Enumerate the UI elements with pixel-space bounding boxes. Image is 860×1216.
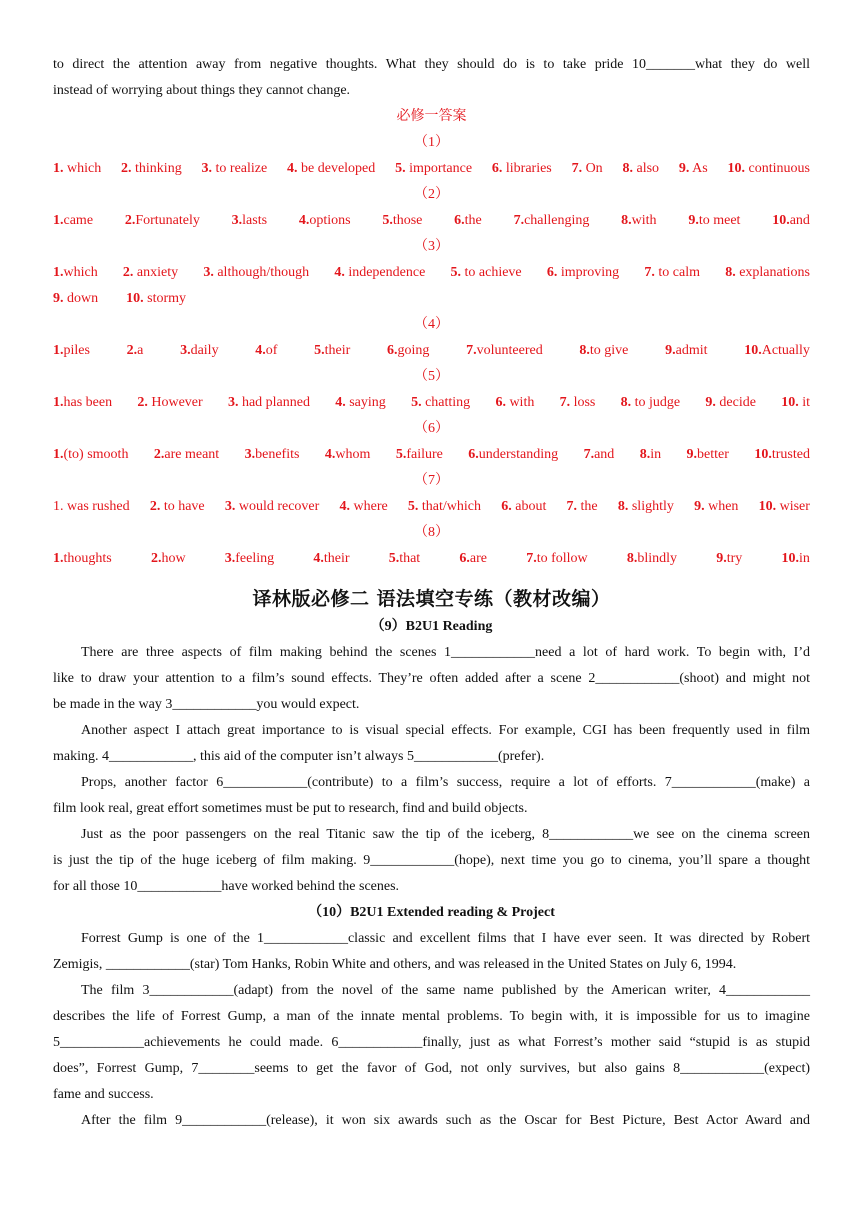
answer-text: libraries [502, 161, 552, 176]
answer-text: anxiety [133, 265, 179, 280]
answer-group-label: （6） [414, 421, 449, 436]
passage-line: After the film 9____________(release), it won six awards such as the Oscar for Best Picture, Best Actor Award and [81, 1113, 810, 1128]
answer-item [623, 156, 660, 182]
answer-text: had planned [238, 395, 310, 410]
answer-number: 7. [571, 161, 583, 176]
answer-text: to achieve [461, 265, 522, 280]
answer-number: 4. [298, 213, 310, 228]
answer-item [395, 156, 472, 182]
passage-line: describes the life of Forrest Gump, a man of the innate mental problems. To begin with, it is impossible for us to imagine [53, 1009, 810, 1024]
answer-text: came [63, 213, 94, 228]
answer-text: also [633, 161, 660, 176]
answer-item [53, 494, 130, 520]
answer-text: are meant [164, 447, 220, 462]
answer-text: blindly [637, 551, 678, 566]
answer-text: understanding [478, 447, 559, 462]
answer-number: 5. [450, 265, 461, 280]
passage-line: Props, another factor 6____________(contribute) to a film’s success, require a lot of efforts. 7____________(make) a [81, 775, 810, 790]
answer-item [408, 494, 481, 520]
answer-item [694, 494, 738, 520]
answer-text: 1. was rushed [53, 499, 130, 514]
answer-text: Fortunately [135, 213, 200, 228]
answer-text: thoughts [63, 551, 112, 566]
answer-number: 10. [781, 395, 799, 410]
answer-number: 7. [566, 499, 578, 514]
answer-item [389, 546, 421, 572]
passage-9 [53, 640, 810, 900]
answer-number: 6. [468, 447, 479, 462]
answer-text: to realize [212, 161, 268, 176]
answer-text: that [399, 551, 421, 566]
answer-text: try [726, 551, 743, 566]
answers-heading: 必修一答案 [396, 109, 467, 124]
answer-number: 6. [546, 265, 558, 280]
answer-number: 8. [620, 395, 632, 410]
passage-line: making. 4____________, this aid of the computer isn’t always 5____________(prefer). [53, 749, 545, 764]
answer-row [53, 390, 810, 416]
passage-line: Forrest Gump is one of the 1____________classic and excellent films that I have ever seen. It was directed by Robert [81, 931, 810, 946]
answer-text: explanations [735, 265, 810, 280]
answer-number: 10. [772, 213, 790, 228]
answer-item [154, 442, 219, 468]
answer-text: where [350, 499, 388, 514]
answer-text: be developed [297, 161, 376, 176]
answer-item [725, 260, 810, 286]
answer-text: As [689, 161, 708, 176]
answer-item [727, 156, 809, 182]
answer-item [514, 208, 590, 234]
passage-line: like to draw your attention to a film’s sound effects. They’re often added after a scene 2____________(shoot) and might not [53, 671, 810, 686]
answer-row [53, 338, 810, 364]
answer-number: 2. [126, 343, 138, 358]
answer-number: 9. [686, 447, 698, 462]
answer-number: 4. [255, 343, 266, 358]
passage-line: Zemigis, ____________(star) Tom Hanks, Robin White and others, and was released in the United States on July 6, 1994. [53, 957, 737, 972]
answer-number: 7. [526, 551, 537, 566]
answer-text: those [392, 213, 423, 228]
answer-text: thinking [131, 161, 182, 176]
answer-text: of [265, 343, 278, 358]
answer-number: 1. [53, 265, 64, 280]
passage-line: The film 3____________(adapt) from the novel of the same name published by the American writer, 4____________ [81, 983, 810, 998]
answer-item [492, 156, 552, 182]
answer-item [245, 442, 300, 468]
answer-number: 2. [153, 447, 165, 462]
answer-number: 10. [727, 161, 745, 176]
answer-item [772, 208, 810, 234]
answer-text: which [63, 161, 102, 176]
passage-line: be made in the way 3____________you would expect. [53, 697, 360, 712]
answer-item [621, 390, 681, 416]
answer-item [579, 338, 628, 364]
answer-text: decide [715, 395, 756, 410]
answer-row [53, 494, 810, 520]
answer-text: it [798, 395, 810, 410]
answer-item [335, 390, 386, 416]
answer-text: how [161, 551, 186, 566]
answer-group-label: （4） [414, 317, 449, 332]
answer-number: 8. [622, 161, 633, 176]
answer-number: 8. [617, 499, 629, 514]
answer-item [225, 546, 274, 572]
answer-item [53, 208, 93, 234]
answer-number: 5. [407, 499, 419, 514]
answer-item [495, 390, 534, 416]
answer-number: 6. [495, 395, 506, 410]
answer-item [53, 390, 112, 416]
answer-number: 3. [244, 447, 256, 462]
intro-line-2: instead of worrying about things they cannot change. [53, 83, 351, 98]
answer-item [396, 442, 443, 468]
answer-text: volunteered [476, 343, 543, 358]
answer-number: 9. [688, 213, 699, 228]
answer-number: 3. [231, 213, 243, 228]
answer-number: 10. [781, 551, 799, 566]
passage-line: does”, Forrest Gump, 7________seems to get the favor of God, not only survives, but also gains 8____________(expect) [53, 1061, 810, 1076]
answer-item [687, 442, 729, 468]
answer-text: whom [335, 447, 371, 462]
answer-item [454, 208, 482, 234]
answer-text: to calm [654, 265, 700, 280]
answer-item [123, 260, 178, 286]
answer-number: 1. [53, 395, 64, 410]
answer-item [314, 338, 350, 364]
document-page [53, 52, 810, 1134]
answer-number: 7. [513, 213, 525, 228]
answer-item [459, 546, 487, 572]
answer-text: about [511, 499, 547, 514]
answer-group-label: （5） [414, 369, 449, 384]
answer-number: 1. [53, 161, 64, 176]
answer-group-label: （7） [414, 473, 449, 488]
answer-item [53, 338, 90, 364]
answer-number: 8. [639, 447, 651, 462]
passage-10 [53, 926, 810, 1134]
answer-number: 10. [744, 343, 762, 358]
answer-text: challenging [524, 213, 590, 228]
answer-text: to meet [698, 213, 741, 228]
answer-item [127, 338, 144, 364]
answer-item [121, 156, 182, 182]
answer-item [644, 260, 700, 286]
section-title: 译林版必修二 语法填空专练（教材改编） [252, 588, 611, 610]
answer-text: lasts [242, 213, 268, 228]
answer-item [340, 494, 388, 520]
answer-number: 4. [335, 395, 346, 410]
passage-9-title: （9）B2U1 Reading [370, 619, 493, 634]
answer-number: 9. [705, 395, 716, 410]
answer-text: improving [557, 265, 620, 280]
answer-number: 6. [491, 161, 503, 176]
answer-number: 5. [382, 213, 393, 228]
answer-text: Actually [761, 343, 810, 358]
answer-number: 4. [313, 551, 324, 566]
answer-item [387, 338, 429, 364]
answer-number: 3. [203, 265, 214, 280]
answer-text: the [464, 213, 482, 228]
answer-number: 10. [754, 447, 772, 462]
answer-text: going [397, 343, 430, 358]
answer-item [53, 260, 98, 286]
answer-number: 1. [53, 213, 64, 228]
answer-text: better [697, 447, 729, 462]
answer-text: slightly [628, 499, 674, 514]
answer-item [782, 546, 810, 572]
answer-text: the [577, 499, 598, 514]
answer-item [126, 286, 200, 312]
answer-item [53, 286, 112, 312]
answer-number: 4. [334, 265, 345, 280]
answer-item [232, 208, 267, 234]
answer-item [451, 260, 522, 286]
answer-item [382, 208, 422, 234]
answer-row [53, 156, 810, 182]
answer-text: to have [160, 499, 205, 514]
answer-text: admit [675, 343, 708, 358]
answer-number: 6. [387, 343, 398, 358]
answer-text: and [789, 213, 810, 228]
answer-item [679, 156, 708, 182]
answer-text: to give [589, 343, 629, 358]
answer-text: when [704, 499, 739, 514]
answer-text: although/though [213, 265, 310, 280]
passage-line: fame and success. [53, 1087, 154, 1102]
answer-item [705, 390, 756, 416]
answer-item [313, 546, 349, 572]
answer-number: 5. [395, 447, 407, 462]
answer-number: 2. [124, 213, 136, 228]
answer-number: 7. [583, 447, 595, 462]
answer-item [255, 338, 277, 364]
answer-item [572, 156, 603, 182]
answer-item [466, 338, 543, 364]
answer-number: 3. [180, 343, 191, 358]
answer-text: are [469, 551, 487, 566]
answer-number: 3. [224, 551, 236, 566]
answer-item [151, 546, 186, 572]
answer-number: 1. [53, 447, 64, 462]
passage-line: for all those 10____________have worked behind the scenes. [53, 879, 400, 894]
answer-item [203, 260, 309, 286]
answer-number: 5. [314, 343, 325, 358]
answer-number: 1. [53, 551, 64, 566]
answer-number: 6. [454, 213, 465, 228]
answer-row [53, 546, 810, 572]
passage-line: 5____________achievements he could made. 6____________finally, just as what Forrest’s mother said “stupid is as stupid [53, 1035, 810, 1050]
answer-text: and [594, 447, 615, 462]
answer-row [53, 442, 810, 468]
answer-row [53, 208, 810, 234]
answer-text: their [323, 551, 350, 566]
answer-number: 2. [122, 265, 134, 280]
answer-number: 10. [758, 499, 777, 514]
answer-text: (to) smooth [63, 447, 129, 462]
answer-text: which [63, 265, 98, 280]
answer-item [584, 442, 615, 468]
answer-number: 8. [621, 213, 632, 228]
answer-text: stormy [143, 291, 187, 306]
answer-group-label: （8） [414, 525, 449, 540]
answer-number: 6. [501, 499, 512, 514]
answer-group-label: （1） [414, 135, 449, 150]
answer-number: 8. [626, 551, 638, 566]
answer-item [621, 208, 656, 234]
answer-text: loss [570, 395, 596, 410]
answer-number: 3. [224, 499, 236, 514]
answer-text: failure [406, 447, 443, 462]
answer-item [468, 442, 558, 468]
answer-text: to judge [631, 395, 681, 410]
answer-number: 4. [339, 499, 351, 514]
answer-number: 4. [287, 161, 298, 176]
answer-text: with [631, 213, 657, 228]
answer-text: piles [63, 343, 90, 358]
answer-text: daily [190, 343, 219, 358]
answer-item [526, 546, 587, 572]
answer-number: 7. [466, 343, 477, 358]
passage-line: is just the tip of the huge iceberg of film making. 9____________(hope), next time you go to cinema, you’ll spare a thought [53, 853, 810, 868]
answer-item [228, 390, 310, 416]
answer-item [744, 338, 810, 364]
answer-number: 3. [227, 395, 239, 410]
answer-item [688, 208, 740, 234]
answer-text: down [63, 291, 99, 306]
answer-text: options [309, 213, 351, 228]
answer-item [665, 338, 707, 364]
intro-line-1: to direct the attention away from negative thoughts. What they should do is to take pride 10_______what they do well [53, 57, 810, 72]
answer-item [53, 546, 112, 572]
answer-item [53, 156, 101, 182]
answer-number: 5. [395, 161, 406, 176]
answer-item [325, 442, 371, 468]
passage-line: Another aspect I attach great importance to is visual special effects. For example, CGI has been frequently used in film [81, 723, 810, 738]
answer-item [627, 546, 677, 572]
answer-text: independence [344, 265, 426, 280]
answer-text: their [324, 343, 351, 358]
answer-number: 9. [694, 499, 705, 514]
answer-text: that/which [418, 499, 482, 514]
answer-item [716, 546, 742, 572]
answer-item [53, 442, 128, 468]
answer-item [754, 442, 810, 468]
answer-text: chatting [421, 395, 471, 410]
answer-group-label: （3） [414, 239, 449, 254]
answer-item [150, 494, 205, 520]
answer-item [334, 260, 425, 286]
answer-number: 6. [459, 551, 470, 566]
answer-item [501, 494, 546, 520]
passage-line: film look real, great effort sometimes must be put to research, find and build objects. [53, 801, 528, 816]
answer-text: saying [345, 395, 386, 410]
answer-item [125, 208, 200, 234]
answer-item [287, 156, 375, 182]
answer-text: On [582, 161, 603, 176]
answer-group-label: （2） [414, 187, 449, 202]
answer-text: would recover [235, 499, 320, 514]
answer-text: with [505, 395, 535, 410]
answer-text: a [137, 343, 144, 358]
answer-number: 8. [579, 343, 590, 358]
answer-item [547, 260, 619, 286]
answer-item [759, 494, 810, 520]
answer-text: trusted [771, 447, 810, 462]
answer-number: 1. [53, 343, 64, 358]
answer-number: 9. [665, 343, 676, 358]
answer-number: 8. [725, 265, 736, 280]
answer-row [53, 260, 810, 286]
answer-number: 9. [678, 161, 690, 176]
answer-item [137, 390, 202, 416]
answer-number: 2. [121, 161, 132, 176]
answer-number: 7. [644, 265, 655, 280]
answer-text: feeling [235, 551, 275, 566]
answer-number: 9. [53, 291, 64, 306]
answer-item [411, 390, 470, 416]
answer-row [53, 286, 810, 312]
answer-text: wiser [776, 499, 810, 514]
answer-text: importance [405, 161, 473, 176]
answer-number: 10. [126, 291, 144, 306]
answer-number: 4. [324, 447, 336, 462]
answer-number: 5. [411, 395, 422, 410]
answer-item [618, 494, 674, 520]
answer-item [225, 494, 319, 520]
answer-number: 2. [150, 551, 162, 566]
answer-text: continuous [744, 161, 810, 176]
answer-item [567, 494, 598, 520]
answer-item [299, 208, 351, 234]
answer-item [640, 442, 661, 468]
answer-item [781, 390, 810, 416]
passage-line: Just as the poor passengers on the real Titanic saw the tip of the iceberg, 8____________we see on the cinema screen [81, 827, 810, 842]
passage-10-title: （10）B2U1 Extended reading & Project [308, 905, 555, 920]
passage-line: There are three aspects of film making behind the scenes 1____________need a lot of hard work. To begin with, I’d [81, 645, 810, 660]
answer-text: to follow [536, 551, 588, 566]
answer-item [202, 156, 268, 182]
answer-text: in [799, 551, 810, 566]
answer-text: has been [63, 395, 113, 410]
answer-groups [53, 130, 810, 572]
answer-text: benefits [255, 447, 300, 462]
answer-number: 2. [137, 395, 148, 410]
answer-number: 5. [388, 551, 400, 566]
answer-item [560, 390, 596, 416]
answer-number: 7. [559, 395, 571, 410]
answer-text: However [147, 395, 203, 410]
answer-text: in [650, 447, 662, 462]
answer-number: 9. [716, 551, 727, 566]
answer-number: 2. [149, 499, 161, 514]
answer-number: 3. [201, 161, 213, 176]
answer-item [180, 338, 219, 364]
